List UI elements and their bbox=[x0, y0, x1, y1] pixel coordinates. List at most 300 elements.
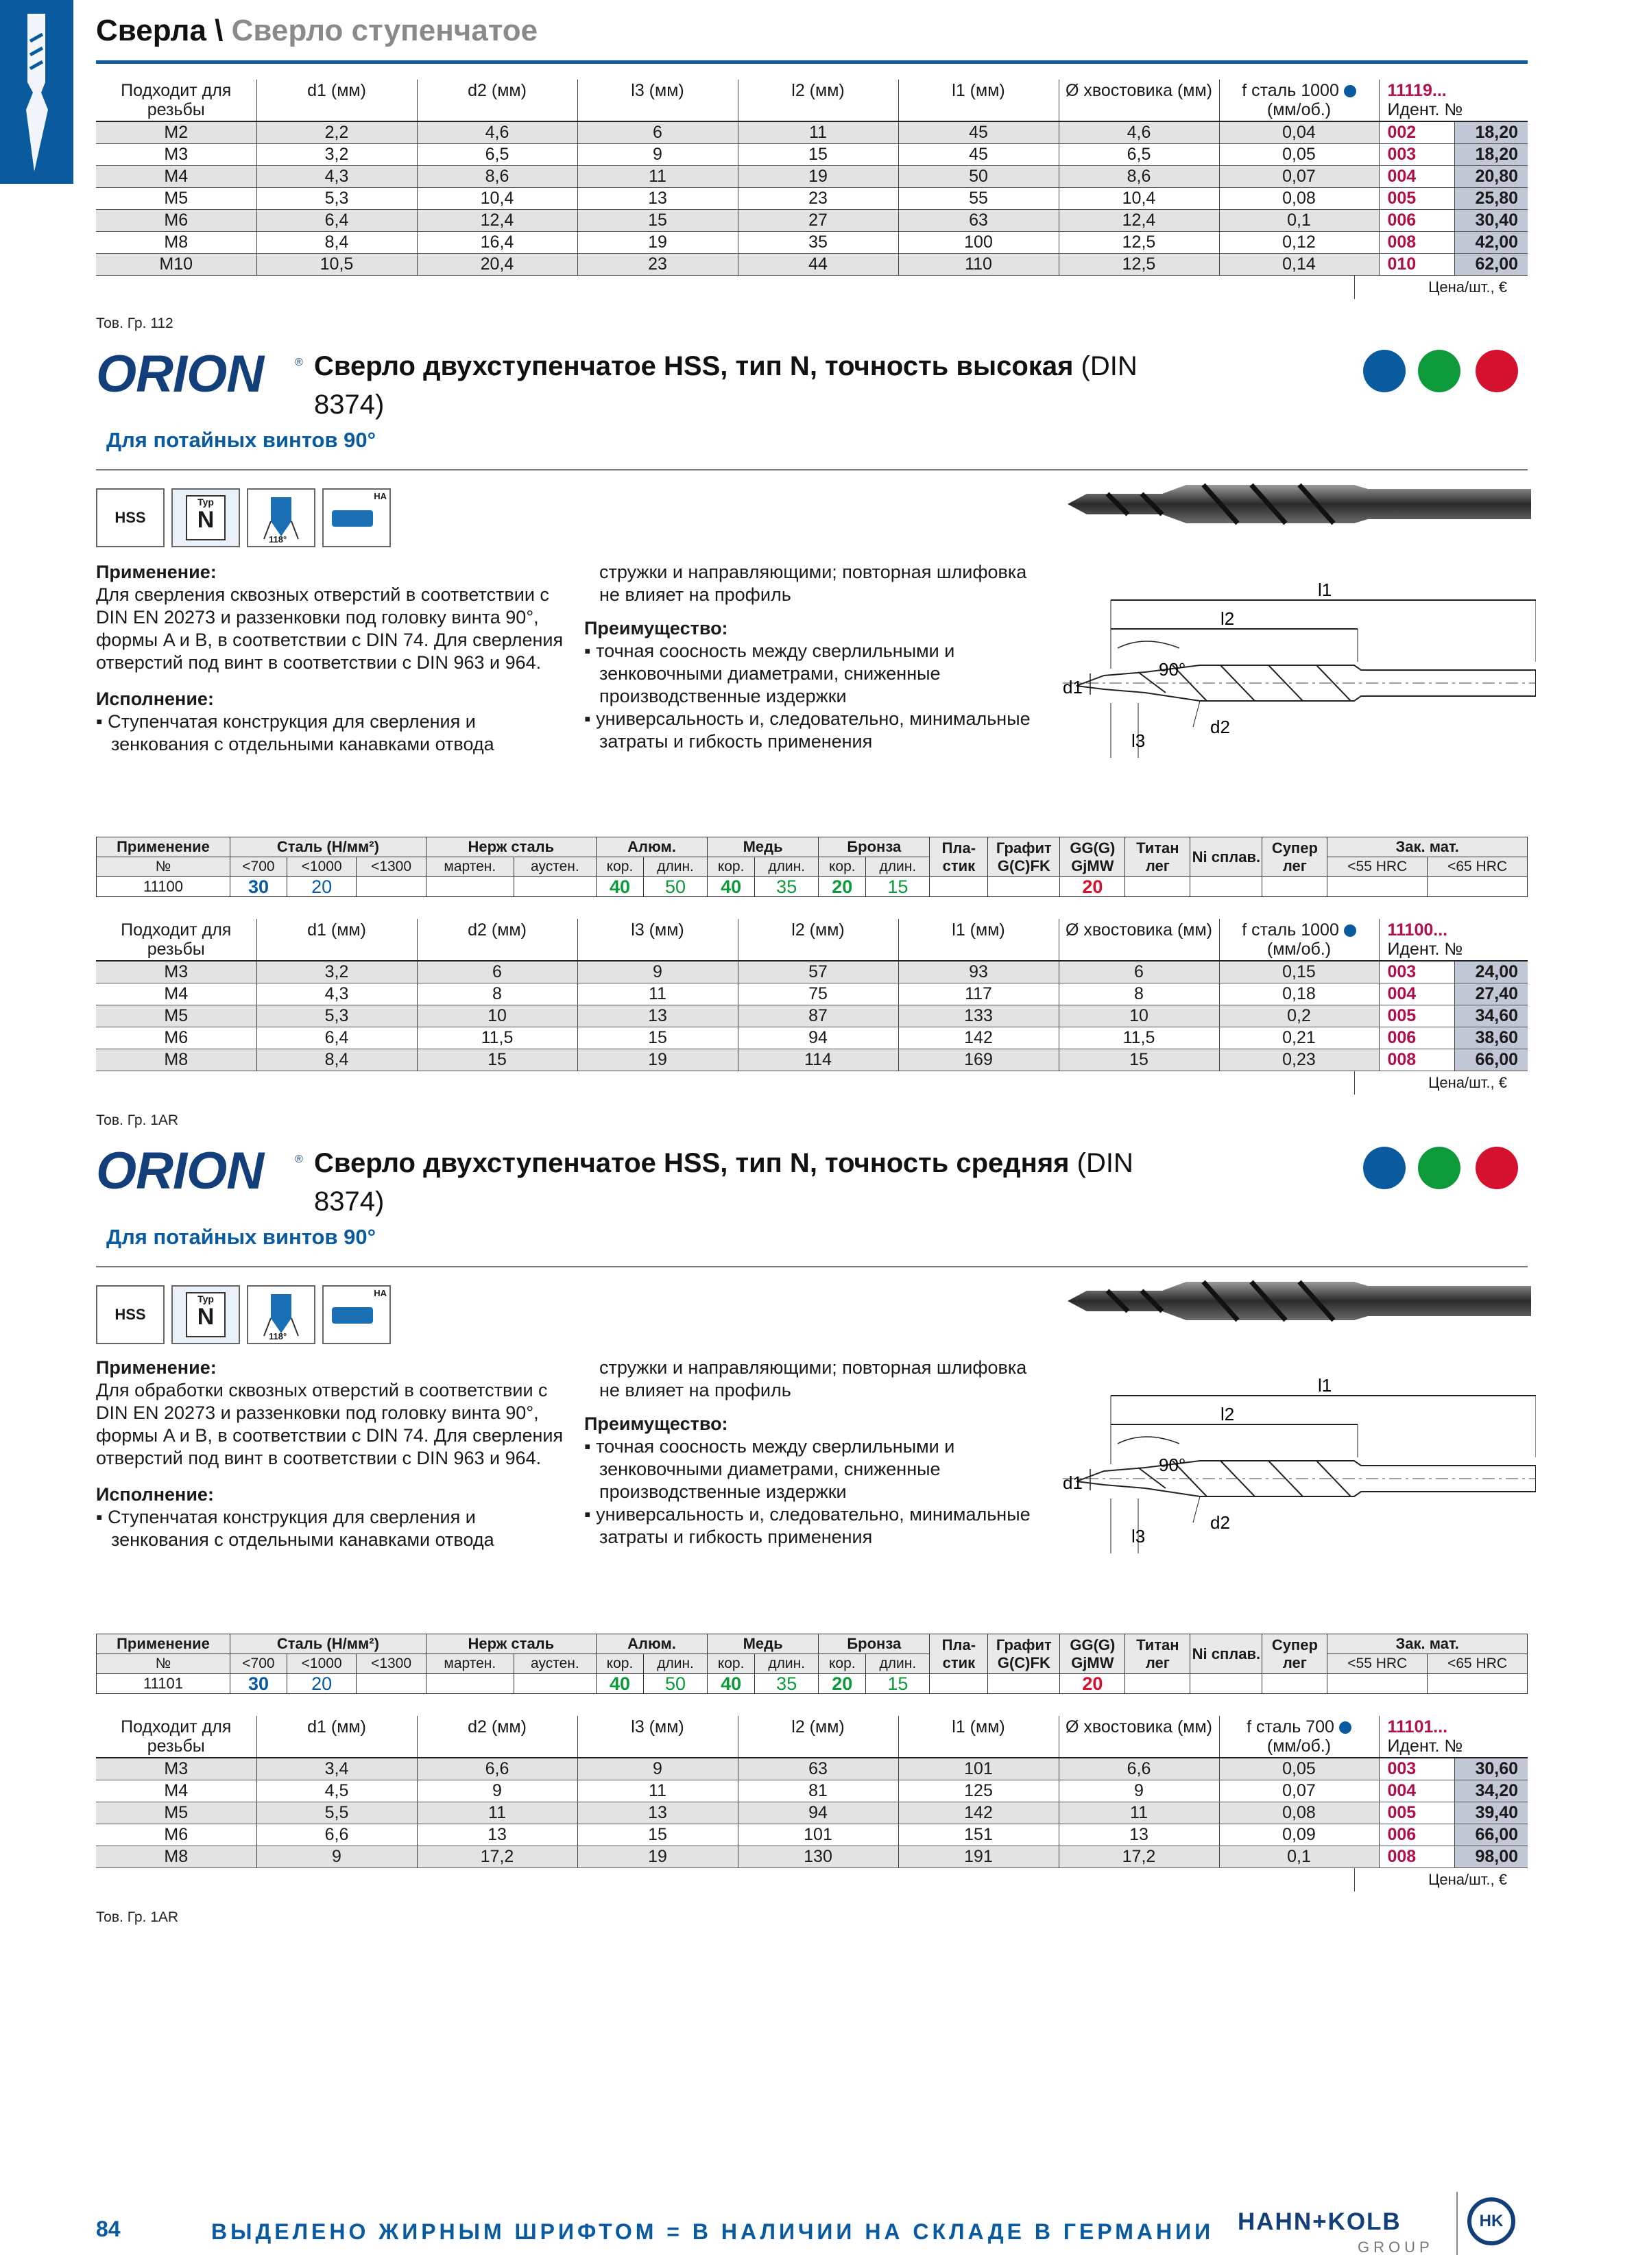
col-l2: l2 (мм) bbox=[738, 1716, 898, 1758]
cell-thread: M4 bbox=[96, 983, 256, 1005]
cell-feed: 0,23 bbox=[1219, 1049, 1379, 1071]
col-id bbox=[1379, 1716, 1528, 1758]
application-text: Для сверления сквозных отверстий в соответствии с DIN EN 20273 и раззенковки под головку винта 90°, формы A и B, в соответствии с DIN 74. Для сверления отверстий под винт в соответствии с DIN 963 и 964. bbox=[96, 584, 564, 673]
cell-shank: 15 bbox=[1059, 1049, 1219, 1071]
ha-shank-icon bbox=[322, 1285, 391, 1344]
table-row bbox=[96, 961, 1528, 983]
cell-feed: 0,2 bbox=[1219, 1005, 1379, 1027]
price-unit: Цена/шт., € bbox=[1354, 1868, 1528, 1891]
material-value: 20 bbox=[287, 1674, 356, 1694]
advantage-text-2: универсальность и, следовательно, минимальные затраты и гибкость применения bbox=[596, 1504, 1031, 1547]
cell-price: 38,60 bbox=[1454, 1027, 1528, 1049]
col-d2: d2 (мм) bbox=[417, 919, 577, 961]
material-empty bbox=[1125, 1674, 1190, 1694]
mh-graphite: Графит G(C)FK bbox=[988, 837, 1060, 877]
cell-article-code: 003 bbox=[1379, 961, 1454, 983]
cell-d1: 4,3 bbox=[256, 166, 417, 188]
mh-gg: GG(G) GjMW bbox=[1060, 1634, 1125, 1674]
cell-feed: 0,1 bbox=[1219, 210, 1379, 232]
article-prefix: 11119... bbox=[1387, 81, 1447, 100]
material-value: 20 bbox=[819, 877, 866, 897]
registered-icon: ® bbox=[295, 1154, 303, 1165]
cell-l2: 114 bbox=[738, 1049, 898, 1071]
cell-d2: 6,6 bbox=[417, 1758, 577, 1780]
cell-shank: 12,5 bbox=[1059, 232, 1219, 254]
material-empty bbox=[426, 877, 514, 897]
mh-no: № bbox=[97, 1654, 230, 1674]
d2-label: d2 bbox=[1210, 1512, 1230, 1533]
hss-label: HSS bbox=[115, 1306, 146, 1323]
cell-feed: 0,14 bbox=[1219, 254, 1379, 276]
cell-thread: M6 bbox=[96, 210, 256, 232]
cell-l3: 15 bbox=[577, 1027, 738, 1049]
cell-d2: 11 bbox=[417, 1802, 577, 1824]
material-value: 35 bbox=[755, 877, 819, 897]
mh-h2: <65 HRC bbox=[1428, 857, 1528, 877]
cell-price: 34,20 bbox=[1454, 1780, 1528, 1802]
cell-d2: 6 bbox=[417, 961, 577, 983]
cell-l1: 142 bbox=[898, 1802, 1059, 1824]
material-table bbox=[96, 837, 1528, 897]
mh-s3: <1300 bbox=[357, 857, 426, 877]
angle-label: 118° bbox=[269, 1331, 287, 1341]
cell-thread: M5 bbox=[96, 188, 256, 210]
col-l2: l2 (мм) bbox=[738, 919, 898, 961]
ha-label: HA bbox=[374, 491, 387, 501]
mh-dlin: длин. bbox=[866, 857, 930, 877]
cell-thread: M3 bbox=[96, 961, 256, 983]
cell-article-code: 005 bbox=[1379, 188, 1454, 210]
cell-feed: 0,05 bbox=[1219, 1758, 1379, 1780]
col-feed bbox=[1219, 1716, 1379, 1758]
size-table bbox=[96, 919, 1528, 1071]
cell-l1: 63 bbox=[898, 210, 1059, 232]
blue-dot-icon bbox=[1344, 85, 1356, 97]
cell-l1: 100 bbox=[898, 232, 1059, 254]
l2-label: l2 bbox=[1220, 608, 1235, 629]
col-d1: d1 (мм) bbox=[256, 80, 417, 121]
material-value: 20 bbox=[1060, 1674, 1125, 1694]
mh-h1: <55 HRC bbox=[1327, 1654, 1428, 1674]
cell-l1: 50 bbox=[898, 166, 1059, 188]
size-table-11100 bbox=[96, 919, 1528, 1095]
advantage-heading: Преимущество: bbox=[584, 618, 728, 638]
cell-l2: 44 bbox=[738, 254, 898, 276]
feed-unit: (мм/об.) bbox=[1266, 940, 1332, 959]
title-separator: \ bbox=[215, 14, 224, 47]
cell-d1: 8,4 bbox=[256, 1049, 417, 1071]
mh-stainless: Нерж сталь bbox=[426, 1634, 596, 1654]
mh-kor: кор. bbox=[819, 857, 866, 877]
green-material-dot bbox=[1418, 1147, 1460, 1189]
cell-l1: 151 bbox=[898, 1824, 1059, 1846]
cell-d1: 5,3 bbox=[256, 1005, 417, 1027]
cell-l1: 133 bbox=[898, 1005, 1059, 1027]
cell-l2: 130 bbox=[738, 1846, 898, 1868]
cell-d1: 5,3 bbox=[256, 188, 417, 210]
product-rule bbox=[96, 1266, 1528, 1267]
cell-price: 30,40 bbox=[1454, 210, 1528, 232]
size-table-11119 bbox=[96, 80, 1528, 299]
hss-label: HSS bbox=[115, 509, 146, 526]
angle-90-label: 90° bbox=[1159, 1455, 1186, 1475]
cell-l2: 11 bbox=[738, 121, 898, 144]
cell-l3: 13 bbox=[577, 1802, 738, 1824]
cell-l2: 75 bbox=[738, 983, 898, 1005]
col-d1: d1 (мм) bbox=[256, 1716, 417, 1758]
col-l2: l2 (мм) bbox=[738, 80, 898, 121]
cell-article-code: 006 bbox=[1379, 1824, 1454, 1846]
cell-shank: 12,5 bbox=[1059, 254, 1219, 276]
cell-article-code: 005 bbox=[1379, 1802, 1454, 1824]
cell-l1: 55 bbox=[898, 188, 1059, 210]
id-label: Идент. № bbox=[1387, 940, 1463, 959]
cell-d1: 6,4 bbox=[256, 1027, 417, 1049]
cell-thread: M5 bbox=[96, 1802, 256, 1824]
cell-l3: 19 bbox=[577, 1846, 738, 1868]
application-block bbox=[96, 1357, 569, 1551]
cell-price: 27,40 bbox=[1454, 983, 1528, 1005]
col-shank: Ø хвостовика (мм) bbox=[1059, 1716, 1219, 1758]
col-feed bbox=[1219, 80, 1379, 121]
cell-d2: 10 bbox=[417, 1005, 577, 1027]
cell-d2: 10,4 bbox=[417, 188, 577, 210]
mh-dlin: длин. bbox=[755, 1654, 819, 1674]
mh-app: Применение bbox=[97, 1634, 230, 1654]
product-title-din: (DIN 8374) bbox=[314, 1148, 1133, 1217]
table-row bbox=[96, 983, 1528, 1005]
cell-article-code: 008 bbox=[1379, 1846, 1454, 1868]
article-prefix: 11100... bbox=[1387, 920, 1448, 940]
cell-price: 39,40 bbox=[1454, 1802, 1528, 1824]
cell-l3: 13 bbox=[577, 1005, 738, 1027]
table-row bbox=[96, 1005, 1528, 1027]
cell-l3: 11 bbox=[577, 166, 738, 188]
col-l3: l3 (мм) bbox=[577, 919, 738, 961]
mh-dlin: длин. bbox=[644, 857, 708, 877]
material-empty bbox=[988, 1674, 1060, 1694]
mh-kor: кор. bbox=[708, 1654, 755, 1674]
material-value: 20 bbox=[1060, 877, 1125, 897]
col-l1: l1 (мм) bbox=[898, 1716, 1059, 1758]
cell-shank: 10 bbox=[1059, 1005, 1219, 1027]
mh-super: Супер лег bbox=[1262, 837, 1327, 877]
material-empty bbox=[930, 1674, 988, 1694]
col-id bbox=[1379, 919, 1528, 961]
article-prefix: 11101... bbox=[1387, 1717, 1448, 1736]
hahn-kolb-logo: HAHN+KOLB bbox=[1238, 2208, 1402, 2235]
cell-l2: 101 bbox=[738, 1824, 898, 1846]
cell-d2: 6,5 bbox=[417, 144, 577, 166]
cell-l2: 23 bbox=[738, 188, 898, 210]
cell-d1: 10,5 bbox=[256, 254, 417, 276]
cell-thread: M10 bbox=[96, 254, 256, 276]
cell-feed: 0,09 bbox=[1219, 1824, 1379, 1846]
feature-icons bbox=[96, 1285, 391, 1344]
execution-heading: Исполнение: bbox=[96, 1484, 214, 1505]
cell-article-code: 008 bbox=[1379, 1049, 1454, 1071]
size-table-11101 bbox=[96, 1716, 1528, 1891]
application-block bbox=[96, 561, 569, 756]
category-drill-icon bbox=[0, 0, 73, 184]
material-empty bbox=[1262, 1674, 1327, 1694]
product-rule bbox=[96, 469, 1528, 470]
material-empty bbox=[357, 877, 426, 897]
cell-thread: M2 bbox=[96, 121, 256, 144]
cell-l1: 125 bbox=[898, 1780, 1059, 1802]
material-empty bbox=[1190, 877, 1262, 897]
feed-label: f сталь 1000 bbox=[1242, 81, 1339, 100]
cell-shank: 10,4 bbox=[1059, 188, 1219, 210]
dimension-diagram bbox=[1063, 580, 1536, 761]
cell-feed: 0,1 bbox=[1219, 1846, 1379, 1868]
id-label: Идент. № bbox=[1387, 100, 1463, 119]
cell-d2: 11,5 bbox=[417, 1027, 577, 1049]
mh-stainless: Нерж сталь bbox=[426, 837, 596, 857]
cell-article-code: 008 bbox=[1379, 232, 1454, 254]
mh-kor: кор. bbox=[596, 1654, 643, 1674]
material-empty bbox=[1125, 877, 1190, 897]
execution-item: ▪ Ступенчатая конструкция для сверления и зенкования с отдельными канавками отвода bbox=[96, 711, 494, 754]
cell-l3: 9 bbox=[577, 961, 738, 983]
advantage-heading: Преимущество: bbox=[584, 1413, 728, 1434]
cell-article-code: 010 bbox=[1379, 254, 1454, 276]
cell-article-code: 004 bbox=[1379, 1780, 1454, 1802]
cell-d1: 6,6 bbox=[256, 1824, 417, 1846]
cell-shank: 12,4 bbox=[1059, 210, 1219, 232]
table-row bbox=[96, 232, 1528, 254]
execution-text: Ступенчатая конструкция для сверления и зенкования с отдельными канавками отвода bbox=[108, 1507, 494, 1550]
cell-l1: 117 bbox=[898, 983, 1059, 1005]
execution-heading: Исполнение: bbox=[96, 689, 214, 709]
col-thread: Подходит для резьбы bbox=[121, 1717, 232, 1756]
green-material-dot bbox=[1418, 350, 1460, 392]
col-shank: Ø хвостовика (мм) bbox=[1059, 919, 1219, 961]
cell-thread: M6 bbox=[96, 1824, 256, 1846]
cell-d2: 8 bbox=[417, 983, 577, 1005]
col-l1: l1 (мм) bbox=[898, 919, 1059, 961]
advantage-item: ▪ точная соосность между сверлильными и зенковочными диаметрами, сниженные производственные издержки bbox=[584, 641, 955, 706]
col-l3: l3 (мм) bbox=[577, 80, 738, 121]
type-n-icon bbox=[171, 1285, 240, 1344]
feature-icons bbox=[96, 488, 391, 547]
product-group: Тов. Гр. 112 bbox=[96, 315, 173, 331]
cell-d2: 20,4 bbox=[417, 254, 577, 276]
mh-no: № bbox=[97, 857, 230, 877]
feed-label: f сталь 700 bbox=[1247, 1717, 1334, 1736]
table-row bbox=[96, 1802, 1528, 1824]
mh-h2: <65 HRC bbox=[1428, 1654, 1528, 1674]
advantage-item: ▪ универсальность и, следовательно, минимальные затраты и гибкость применения bbox=[584, 708, 1031, 752]
cell-feed: 0,07 bbox=[1219, 1780, 1379, 1802]
ha-shank-icon bbox=[322, 488, 391, 547]
cell-d2: 9 bbox=[417, 1780, 577, 1802]
material-row bbox=[97, 1674, 1528, 1694]
orion-logo: ORION bbox=[96, 345, 264, 403]
material-empty bbox=[357, 1674, 426, 1694]
l3-label: l3 bbox=[1131, 1526, 1146, 1547]
cell-shank: 13 bbox=[1059, 1824, 1219, 1846]
point-angle-icon bbox=[247, 1285, 315, 1344]
cell-thread: M3 bbox=[96, 1758, 256, 1780]
application-text: Для обработки сквозных отверстий в соответствии с DIN EN 20273 и раззенковки под головку винта 90°, формы A и B, в соответствии с DIN 74. Для сверления отверстий под винт в соответствии с DIN 963 и 964. bbox=[96, 1380, 564, 1468]
cell-price: 66,00 bbox=[1454, 1824, 1528, 1846]
cell-d1: 3,2 bbox=[256, 144, 417, 166]
material-value: 40 bbox=[708, 1674, 755, 1694]
material-header-row bbox=[97, 1634, 1528, 1654]
feed-label: f сталь 1000 bbox=[1242, 920, 1339, 940]
col-thread: Подходит для резьбы bbox=[121, 920, 232, 959]
product-title-din: (DIN 8374) bbox=[314, 351, 1138, 420]
id-label: Идент. № bbox=[1387, 1736, 1463, 1756]
material-value: 20 bbox=[819, 1674, 866, 1694]
material-value: 30 bbox=[230, 1674, 287, 1694]
product-subtitle: Для потайных винтов 90° bbox=[106, 428, 376, 452]
cell-l3: 15 bbox=[577, 210, 738, 232]
col-id bbox=[1379, 80, 1528, 121]
cell-shank: 6 bbox=[1059, 961, 1219, 983]
cell-feed: 0,05 bbox=[1219, 144, 1379, 166]
mh-ni: Ni сплав. bbox=[1190, 837, 1262, 877]
material-row bbox=[97, 877, 1528, 897]
mh-copper: Медь bbox=[708, 1634, 819, 1654]
application-heading: Применение: bbox=[96, 562, 217, 582]
advantage-text-2: универсальность и, следовательно, минимальные затраты и гибкость применения bbox=[596, 708, 1031, 752]
mh-s2: <1000 bbox=[287, 1654, 356, 1674]
blue-material-dot bbox=[1363, 1147, 1406, 1189]
mh-app: Применение bbox=[97, 837, 230, 857]
cell-feed: 0,08 bbox=[1219, 188, 1379, 210]
angle-label: 118° bbox=[269, 534, 287, 545]
mh-s1: <700 bbox=[230, 1654, 287, 1674]
cell-shank: 9 bbox=[1059, 1780, 1219, 1802]
cell-l1: 101 bbox=[898, 1758, 1059, 1780]
cell-thread: M8 bbox=[96, 1846, 256, 1868]
cell-l3: 19 bbox=[577, 1049, 738, 1071]
mh-st2: аустен. bbox=[514, 857, 596, 877]
cell-shank: 4,6 bbox=[1059, 121, 1219, 144]
cell-l3: 13 bbox=[577, 188, 738, 210]
point-angle-icon bbox=[247, 488, 315, 547]
col-d2: d2 (мм) bbox=[417, 80, 577, 121]
mh-kor: кор. bbox=[596, 857, 643, 877]
cell-price: 20,80 bbox=[1454, 166, 1528, 188]
cell-feed: 0,18 bbox=[1219, 983, 1379, 1005]
n-label: N bbox=[197, 507, 215, 533]
feed-unit: (мм/об.) bbox=[1266, 100, 1332, 119]
header-rule bbox=[96, 60, 1528, 64]
material-header-row bbox=[97, 837, 1528, 857]
hk-letters: HK bbox=[1467, 2197, 1515, 2245]
material-empty bbox=[1428, 877, 1528, 897]
l1-label: l1 bbox=[1318, 580, 1332, 600]
table-row bbox=[96, 1846, 1528, 1868]
drill-photo bbox=[1066, 477, 1532, 535]
registered-icon: ® bbox=[295, 357, 303, 368]
material-empty bbox=[988, 877, 1060, 897]
hk-emblem-icon bbox=[1456, 2192, 1522, 2255]
cell-article-code: 006 bbox=[1379, 210, 1454, 232]
table-row bbox=[96, 1049, 1528, 1071]
cell-d2: 8,6 bbox=[417, 166, 577, 188]
material-value: 40 bbox=[596, 1674, 643, 1694]
execution-text: Ступенчатая конструкция для сверления и зенкования с отдельными канавками отвода bbox=[108, 711, 494, 754]
cell-l3: 11 bbox=[577, 1780, 738, 1802]
cell-shank: 6,5 bbox=[1059, 144, 1219, 166]
mh-dlin: длин. bbox=[644, 1654, 708, 1674]
execution-continued: стружки и направляющими; повторная шлифовка не влияет на профиль bbox=[599, 1357, 1027, 1400]
size-table bbox=[96, 1716, 1528, 1868]
cell-price: 34,60 bbox=[1454, 1005, 1528, 1027]
cell-l2: 15 bbox=[738, 144, 898, 166]
material-value: 35 bbox=[755, 1674, 819, 1694]
material-empty bbox=[514, 1674, 596, 1694]
mh-super: Супер лег bbox=[1262, 1634, 1327, 1674]
mh-titan: Титан лег bbox=[1125, 1634, 1190, 1674]
cell-price: 18,20 bbox=[1454, 144, 1528, 166]
cell-l3: 6 bbox=[577, 121, 738, 144]
mh-bronze: Бронза bbox=[819, 837, 930, 857]
cell-article-code: 004 bbox=[1379, 983, 1454, 1005]
cell-l3: 15 bbox=[577, 1824, 738, 1846]
cell-l1: 93 bbox=[898, 961, 1059, 983]
advantage-text-1: точная соосность между сверлильными и зенковочными диаметрами, сниженные производственные издержки bbox=[596, 641, 955, 706]
cell-shank: 8 bbox=[1059, 983, 1219, 1005]
col-thread: Подходит для резьбы bbox=[121, 81, 232, 119]
cell-l1: 169 bbox=[898, 1049, 1059, 1071]
d2-label: d2 bbox=[1210, 717, 1230, 737]
cell-price: 66,00 bbox=[1454, 1049, 1528, 1071]
cell-shank: 11,5 bbox=[1059, 1027, 1219, 1049]
red-material-dot bbox=[1476, 1147, 1518, 1189]
blue-material-dot bbox=[1363, 350, 1406, 392]
cell-d1: 6,4 bbox=[256, 210, 417, 232]
drill-photo bbox=[1066, 1274, 1532, 1332]
advantage-text-1: точная соосность между сверлильными и зенковочными диаметрами, сниженные производственные издержки bbox=[596, 1436, 955, 1502]
cell-d1: 2,2 bbox=[256, 121, 417, 144]
material-no: 11101 bbox=[97, 1674, 230, 1694]
mh-st1: мартен. bbox=[426, 1654, 514, 1674]
cell-price: 98,00 bbox=[1454, 1846, 1528, 1868]
mh-alu: Алюм. bbox=[596, 837, 707, 857]
cell-feed: 0,04 bbox=[1219, 121, 1379, 144]
material-table bbox=[96, 1634, 1528, 1694]
advantage-item: ▪ точная соосность между сверлильными и зенковочными диаметрами, сниженные производственные издержки bbox=[584, 1436, 955, 1502]
cell-d1: 4,5 bbox=[256, 1780, 417, 1802]
cell-l1: 45 bbox=[898, 121, 1059, 144]
hss-icon bbox=[96, 488, 165, 547]
cell-price: 62,00 bbox=[1454, 254, 1528, 276]
d1-label: d1 bbox=[1063, 677, 1083, 697]
cell-feed: 0,21 bbox=[1219, 1027, 1379, 1049]
material-empty bbox=[1327, 877, 1428, 897]
execution-item: ▪ Ступенчатая конструкция для сверления и зенкования с отдельными канавками отвода bbox=[96, 1507, 494, 1550]
col-l1: l1 (мм) bbox=[898, 80, 1059, 121]
cell-d2: 17,2 bbox=[417, 1846, 577, 1868]
cell-article-code: 005 bbox=[1379, 1005, 1454, 1027]
n-label: N bbox=[197, 1304, 215, 1330]
angle-90-label: 90° bbox=[1159, 659, 1186, 680]
mh-plastic: Пла-стик bbox=[930, 1634, 988, 1674]
mh-s2: <1000 bbox=[287, 857, 356, 877]
material-empty bbox=[1428, 1674, 1528, 1694]
table-row bbox=[96, 1824, 1528, 1846]
typ-label: Typ bbox=[197, 1293, 214, 1304]
execution-continued: стружки и направляющими; повторная шлифовка не влияет на профиль bbox=[599, 562, 1027, 605]
cell-price: 42,00 bbox=[1454, 232, 1528, 254]
material-value: 15 bbox=[866, 877, 930, 897]
cell-price: 18,20 bbox=[1454, 121, 1528, 144]
